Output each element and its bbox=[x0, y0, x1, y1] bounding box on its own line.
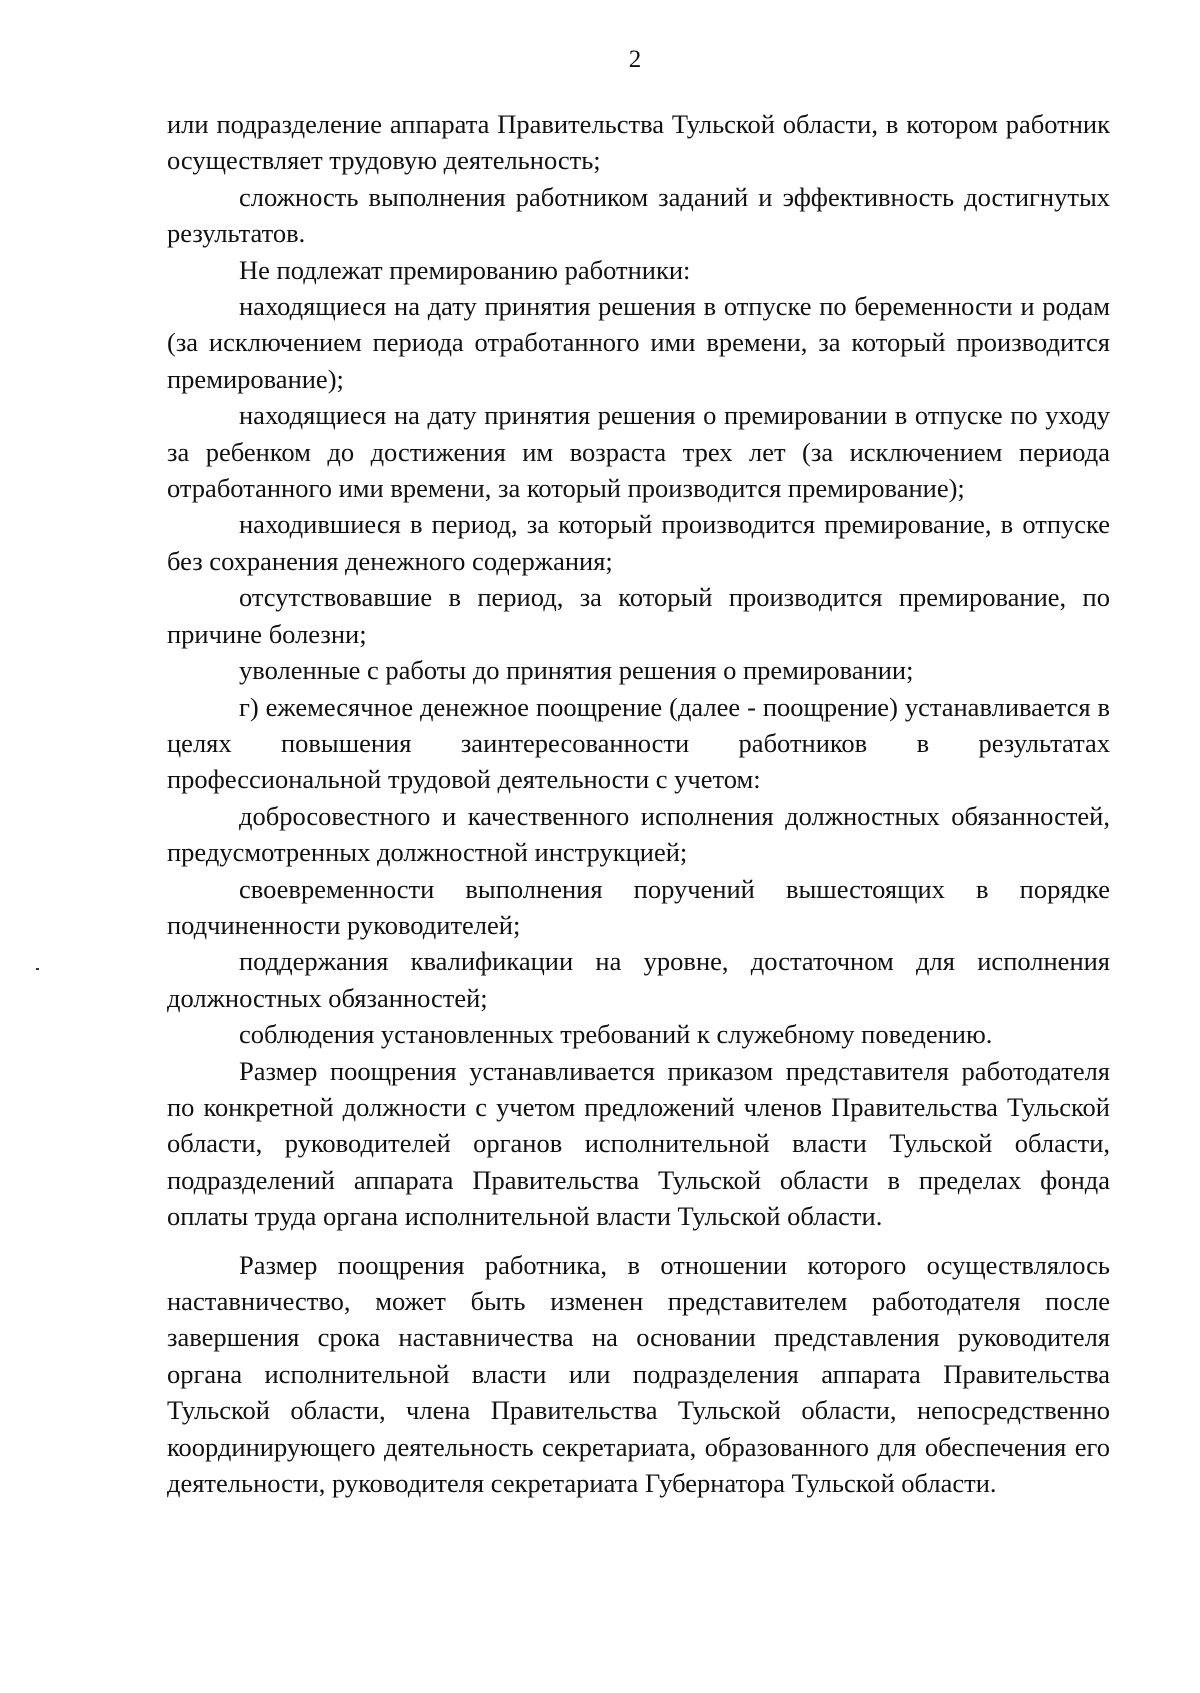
page-number: 2 bbox=[628, 46, 642, 73]
paragraph-exclusions-intro: Не подлежат премированию работники: bbox=[239, 254, 691, 285]
paragraph-exclusion-item: находящиеся на дату принятия решения в отпуске по беременности и родам (за исключением периода отработанного ими времени, за который производится премирование); bbox=[167, 291, 1110, 394]
document-body bbox=[167, 106, 1110, 1501]
paragraph-exclusion-item: находящиеся на дату принятия решения о премировании в отпуске по уходу за ребенком до достижения им возраста трех лет (за исключением периода отработанного ими времени, за который производится премирование); bbox=[167, 400, 1110, 504]
paragraph-criterion: сложность выполнения работником заданий и эффективность достигнутых результатов. bbox=[167, 181, 1110, 249]
paragraph-exclusion-item: отсутствовавшие в период, за который производится премирование, по причине болезни; bbox=[167, 582, 1110, 649]
scan-speck bbox=[36, 968, 39, 970]
paragraph-mentorship: Размер поощрения работника, в отношении которого осуществлялось наставничество, может быть изменен представителем работодателя после завершения срока наставничества на основании представления руководителя органа исполнительной власти или подразделения аппарата Правительства Тульской области, члена Правительства Тульской области, непосредственно координирующего деятельность секретариата, образованного для обеспечения его деятельности, руководителя секретариата Губернатора Тульской области. bbox=[167, 1249, 1110, 1499]
paragraph-continuation: или подразделение аппарата Правительства Тульской области, в котором работник осуществляет трудовую деятельность; bbox=[167, 109, 1110, 176]
paragraph-exclusion-item: уволенные с работы до принятия решения о премировании; bbox=[239, 655, 914, 686]
paragraph-criterion-item: своевременности выполнения поручений вышестоящих в порядке подчиненности руководителей; bbox=[167, 873, 1110, 940]
paragraph-criterion-item: добросовестного и качественного исполнения должностных обязанностей, предусмотренных должностной инструкцией; bbox=[167, 800, 1110, 868]
paragraph-exclusion-item: находившиеся в период, за который производится премирование, в отпуске без сохранения денежного содержания; bbox=[167, 509, 1110, 576]
paragraph-criterion-item: соблюдения установленных требований к служебному поведению. bbox=[239, 1019, 993, 1050]
paragraph-criterion-item: поддержания квалификации на уровне, достаточном для исполнения должностных обязанностей; bbox=[167, 946, 1110, 1013]
paragraph-item-g: г) ежемесячное денежное поощрение (далее - поощрение) устанавливается в целях повышения заинтересованности работников в результатах профессиональной трудовой деятельности с учетом: bbox=[167, 691, 1110, 795]
paragraph-bonus-size: Размер поощрения устанавливается приказом представителя работодателя по конкретной должности с учетом предложений членов Правительства Тульской области, руководителей органов исполнительной власти Тульской области, подразделений аппарата Правительства Тульской области в пределах фонда оплаты труда органа исполнительной власти Тульской области. bbox=[167, 1055, 1110, 1232]
